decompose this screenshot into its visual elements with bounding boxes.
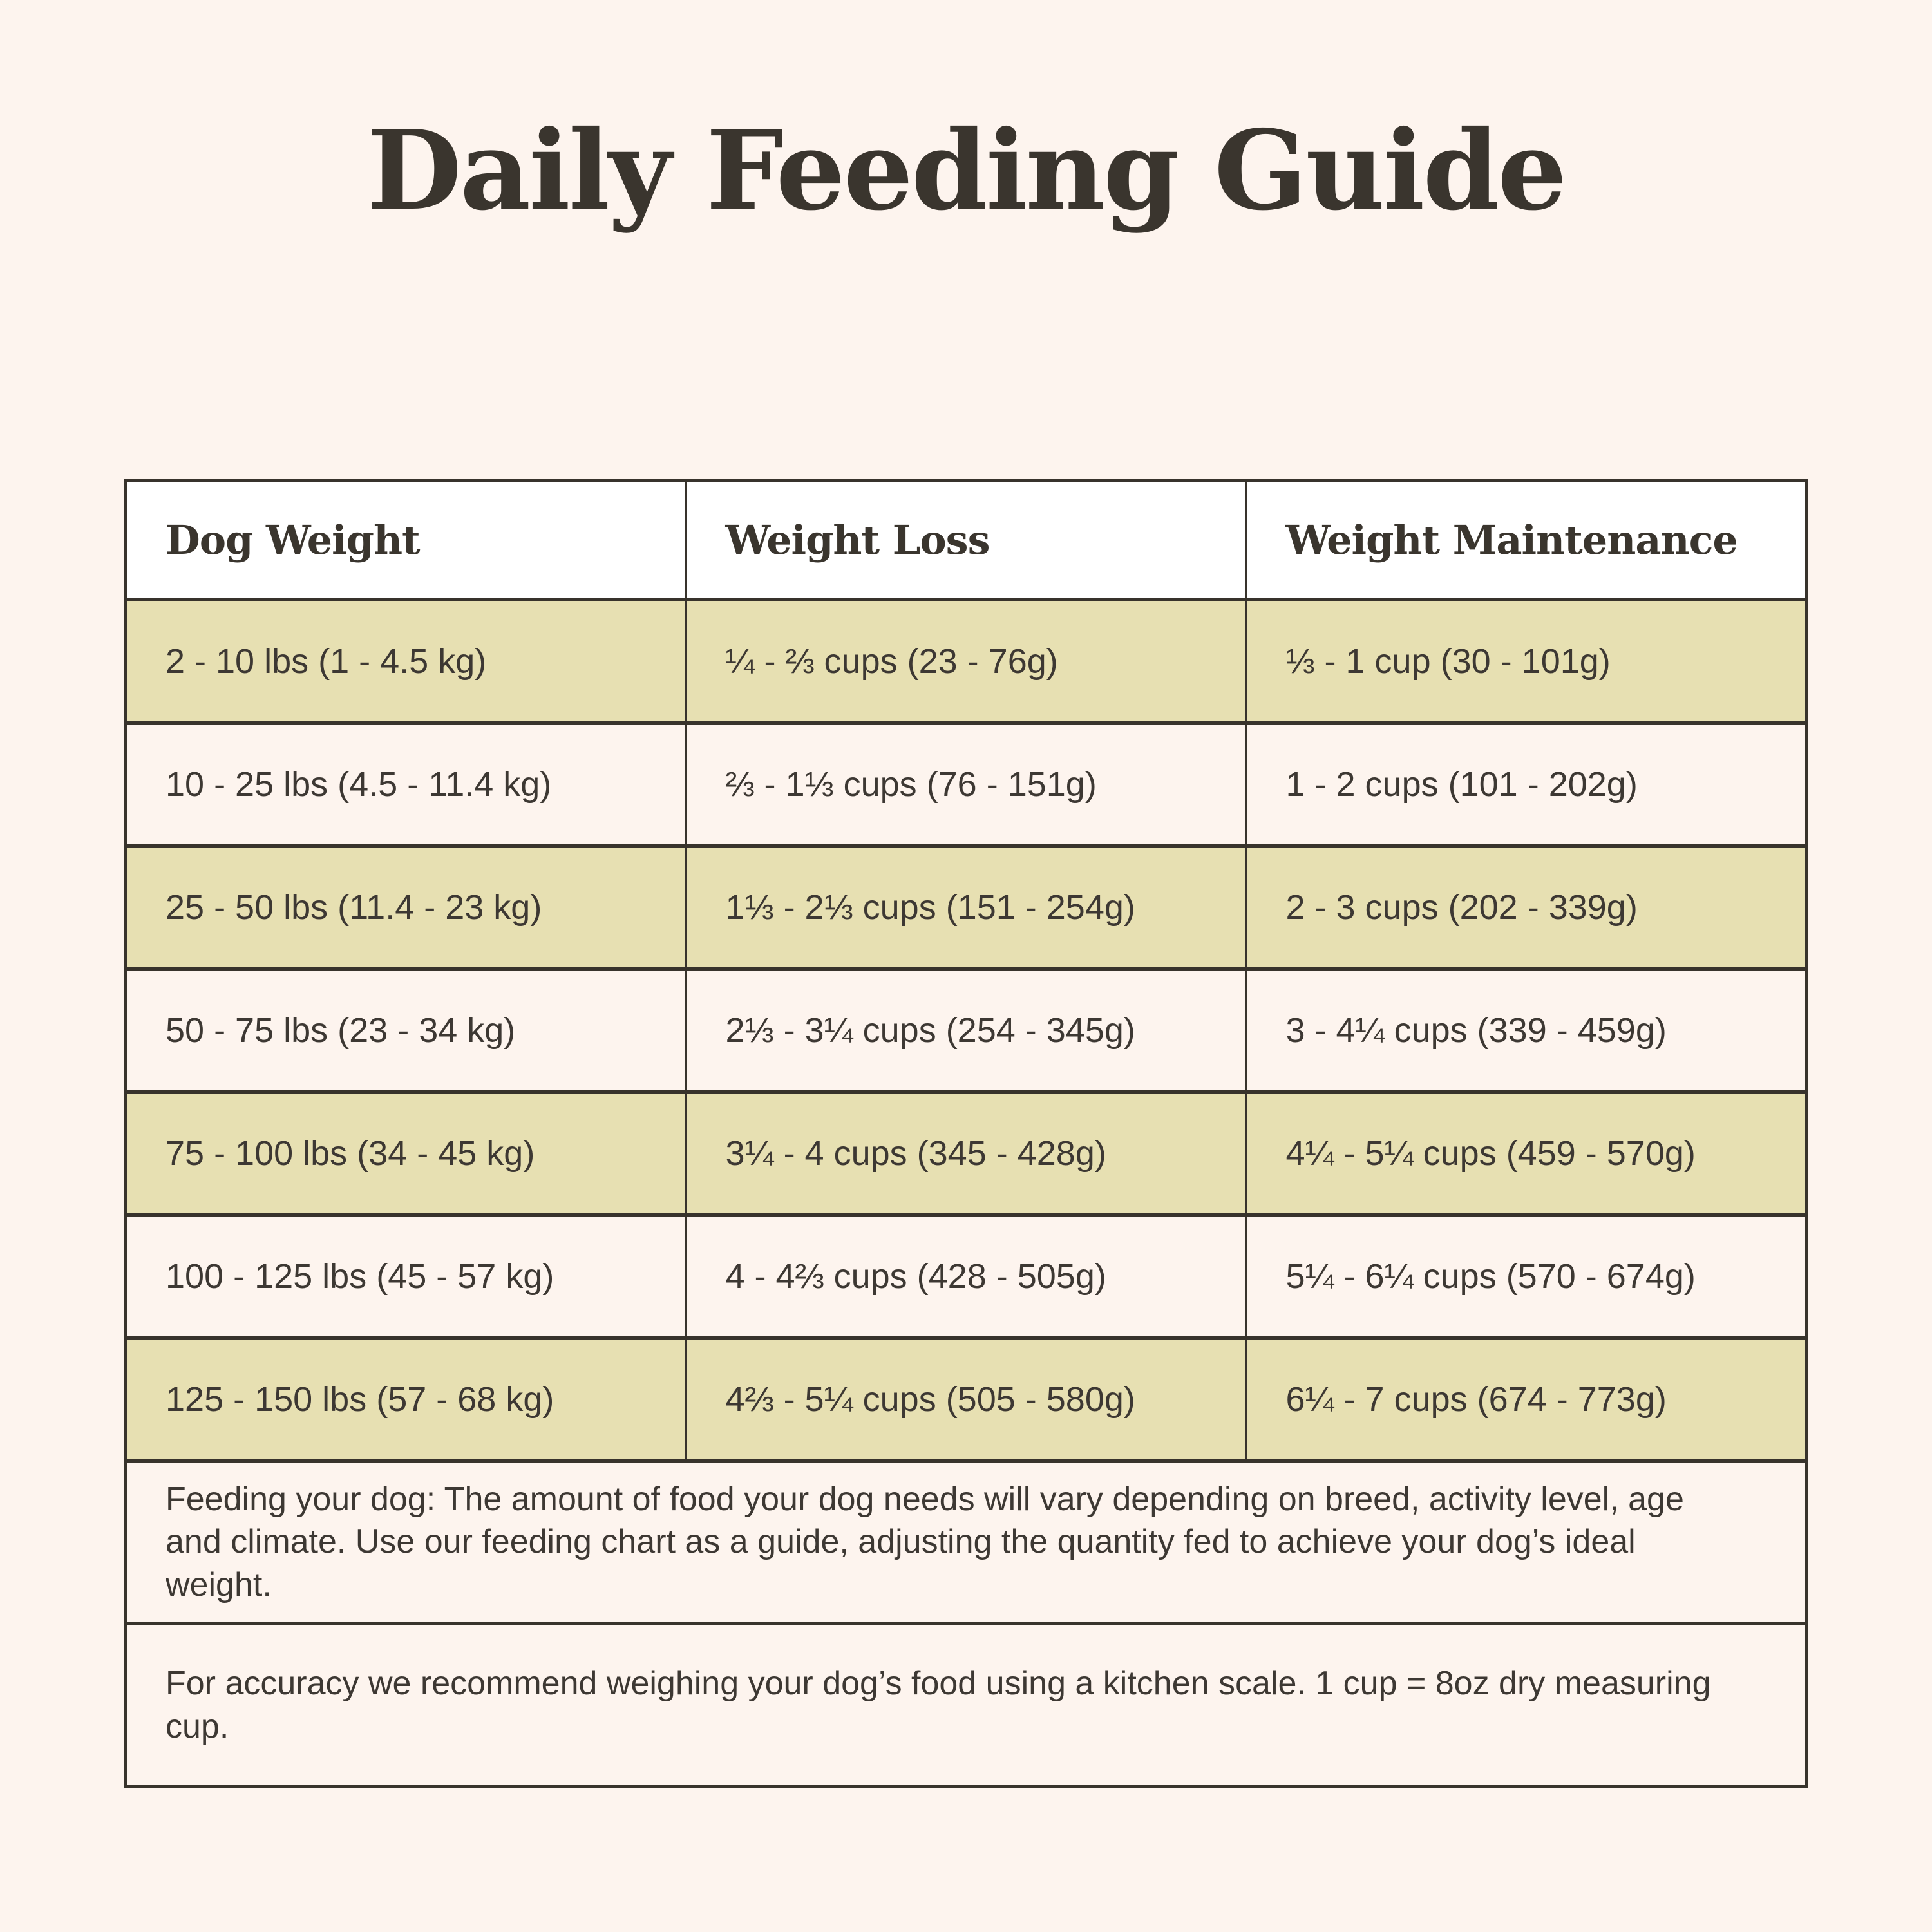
cell-weight-maintenance: ⅓ - 1 cup (30 - 101g) <box>1246 600 1806 723</box>
table-row <box>126 600 1806 723</box>
table-row <box>126 969 1806 1092</box>
col-header-dog-weight: Dog Weight <box>126 480 686 600</box>
cell-weight-maintenance: 1 - 2 cups (101 - 202g) <box>1246 723 1806 846</box>
cell-weight-loss: 2⅓ - 3¼ cups (254 - 345g) <box>686 969 1246 1092</box>
cell-weight-maintenance: 4¼ - 5¼ cups (459 - 570g) <box>1246 1092 1806 1215</box>
note-row-accuracy <box>126 1624 1806 1786</box>
accuracy-note-text: For accuracy we recommend weighing your dog’s food using a kitchen scale. 1 cup = 8oz dry measuring cup. <box>126 1624 1806 1786</box>
cell-dog-weight: 2 - 10 lbs (1 - 4.5 kg) <box>126 600 686 723</box>
cell-weight-loss: 4 - 4⅔ cups (428 - 505g) <box>686 1215 1246 1338</box>
cell-weight-loss: ¼ - ⅔ cups (23 - 76g) <box>686 600 1246 723</box>
page-title: Daily Feeding Guide <box>366 106 1566 235</box>
cell-weight-loss: 4⅔ - 5¼ cups (505 - 580g) <box>686 1338 1246 1461</box>
table-row <box>126 1338 1806 1461</box>
cell-dog-weight: 10 - 25 lbs (4.5 - 11.4 kg) <box>126 723 686 846</box>
col-header-weight-loss: Weight Loss <box>686 480 1246 600</box>
cell-dog-weight: 100 - 125 lbs (45 - 57 kg) <box>126 1215 686 1338</box>
cell-weight-maintenance: 3 - 4¼ cups (339 - 459g) <box>1246 969 1806 1092</box>
cell-dog-weight: 50 - 75 lbs (23 - 34 kg) <box>126 969 686 1092</box>
table-row <box>126 1092 1806 1215</box>
cell-weight-maintenance: 2 - 3 cups (202 - 339g) <box>1246 846 1806 969</box>
feeding-note-text: Feeding your dog: The amount of food your dog needs will vary depending on breed, activity level, age and climate. Use our feeding chart as a guide, adjusting the quantity fed to achieve your dog’s ideal weight. <box>126 1461 1806 1624</box>
table-row <box>126 846 1806 969</box>
cell-weight-loss: ⅔ - 1⅓ cups (76 - 151g) <box>686 723 1246 846</box>
cell-weight-loss: 3¼ - 4 cups (345 - 428g) <box>686 1092 1246 1215</box>
cell-dog-weight: 25 - 50 lbs (11.4 - 23 kg) <box>126 846 686 969</box>
note-row-feeding <box>126 1461 1806 1624</box>
header-row <box>126 480 1806 600</box>
cell-weight-maintenance: 5¼ - 6¼ cups (570 - 674g) <box>1246 1215 1806 1338</box>
feeding-table <box>124 479 1808 1788</box>
table-row <box>126 1215 1806 1338</box>
table-row <box>126 723 1806 846</box>
cell-dog-weight: 125 - 150 lbs (57 - 68 kg) <box>126 1338 686 1461</box>
col-header-weight-maintenance: Weight Maintenance <box>1246 480 1806 600</box>
cell-weight-maintenance: 6¼ - 7 cups (674 - 773g) <box>1246 1338 1806 1461</box>
cell-dog-weight: 75 - 100 lbs (34 - 45 kg) <box>126 1092 686 1215</box>
cell-weight-loss: 1⅓ - 2⅓ cups (151 - 254g) <box>686 846 1246 969</box>
